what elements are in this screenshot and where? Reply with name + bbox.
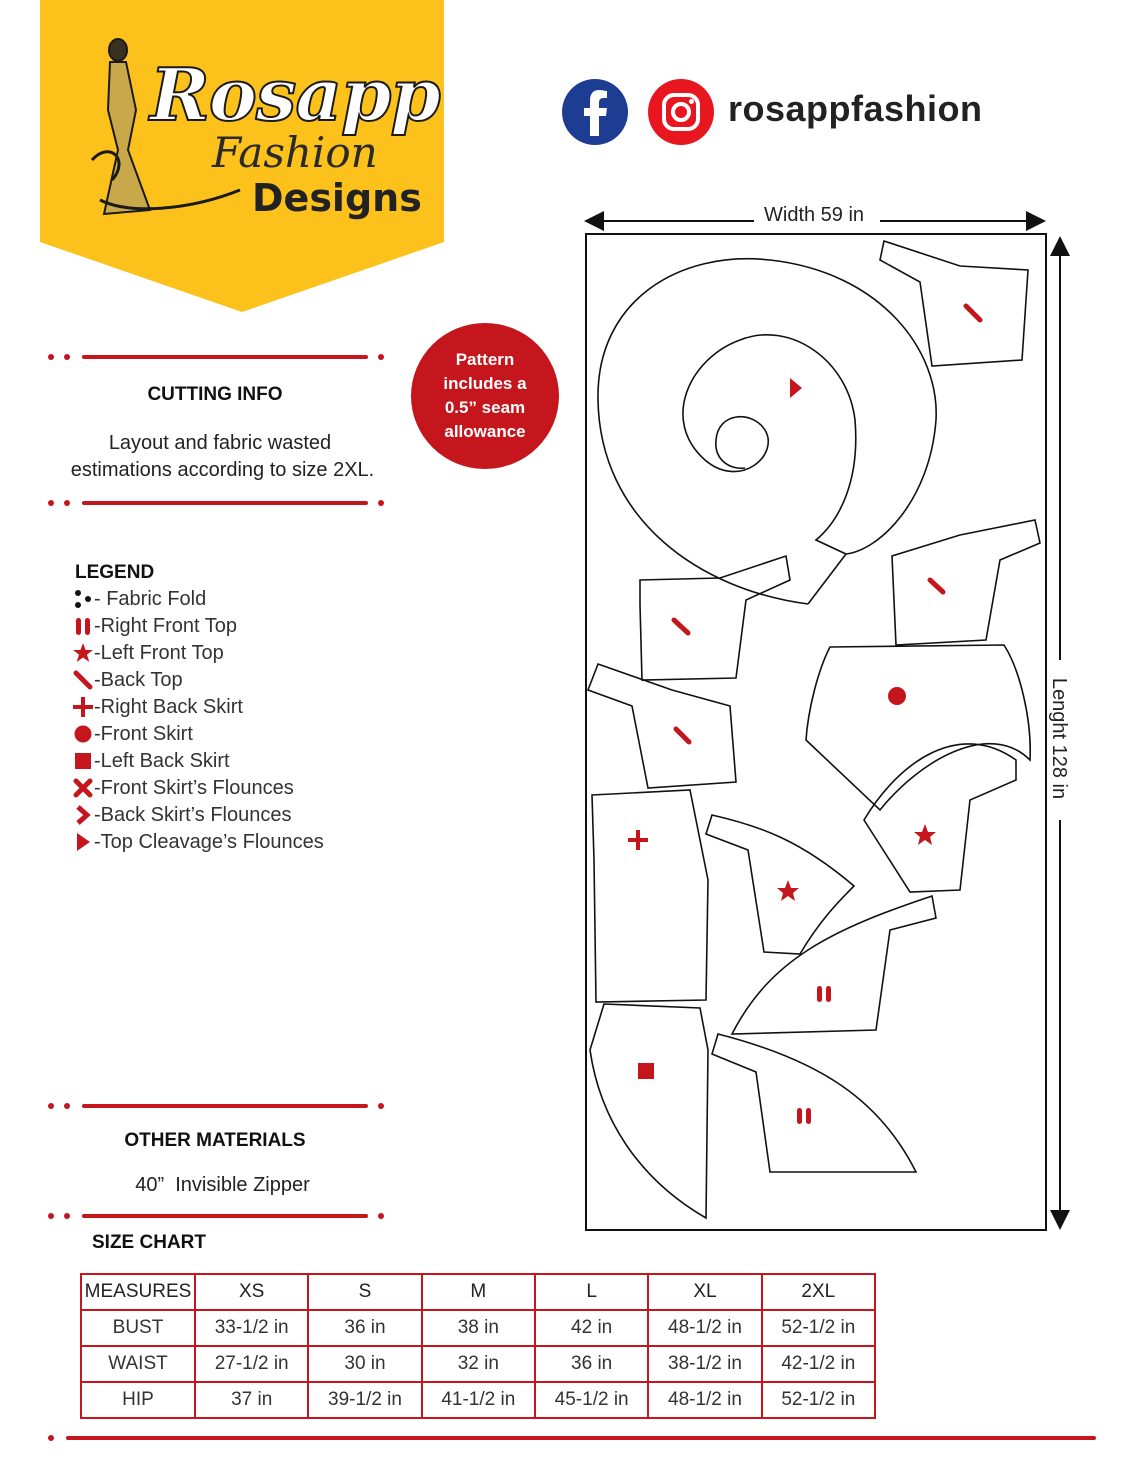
legend-label: -Back Skirt’s Flounces — [94, 803, 292, 826]
right-front-top-piece — [712, 1034, 916, 1172]
triangle-icon — [72, 831, 94, 853]
cutting-info-line1: Layout and fabric wasted — [108, 432, 332, 454]
table-header-cell: XL — [648, 1274, 761, 1310]
legend-label: -Right Back Skirt — [94, 695, 243, 718]
badge-line: Pattern — [455, 350, 515, 369]
back-top-piece — [640, 556, 790, 680]
fabric-fold-icon — [72, 588, 94, 610]
table-header-cell: M — [422, 1274, 535, 1310]
facebook-icon[interactable] — [561, 78, 629, 146]
other-materials-title: OTHER MATERIALS — [124, 1130, 306, 1151]
double-bar-icon — [797, 1108, 811, 1124]
table-row — [81, 1310, 875, 1346]
legend-item — [72, 775, 294, 801]
divider — [40, 350, 390, 364]
size-chart-title: SIZE CHART — [92, 1232, 206, 1253]
front-skirt-piece — [806, 645, 1030, 810]
back-top-piece — [880, 241, 1028, 366]
circle-icon — [888, 687, 906, 705]
star-icon — [72, 642, 94, 664]
legend-label: -Left Front Top — [94, 641, 224, 664]
square-icon — [72, 750, 94, 772]
table-cell: 36 in — [535, 1346, 648, 1382]
table-cell: 30 in — [308, 1346, 421, 1382]
badge-line: includes a — [443, 374, 527, 393]
table-header-row — [81, 1274, 875, 1310]
table-header-cell: S — [308, 1274, 421, 1310]
table-cell: 32 in — [422, 1346, 535, 1382]
triangle-icon — [790, 378, 802, 398]
double-bar-icon — [817, 986, 831, 1002]
table-header-cell: MEASURES — [81, 1274, 195, 1310]
pattern-layout-diagram — [580, 200, 1080, 1240]
slash-icon — [72, 669, 94, 691]
cutting-info-line2: estimations according to size 2XL. — [70, 459, 375, 481]
size-chart-table — [80, 1273, 876, 1419]
divider — [40, 1209, 390, 1223]
star-icon — [777, 880, 799, 901]
legend-label: - Fabric Fold — [94, 587, 207, 610]
table-header-cell: 2XL — [762, 1274, 875, 1310]
table-cell: 48-1/2 in — [648, 1310, 761, 1346]
table-cell: 41-1/2 in — [422, 1382, 535, 1418]
double-bar-icon — [72, 615, 94, 637]
table-cell: 39-1/2 in — [308, 1382, 421, 1418]
width-label: Width 59 in — [758, 204, 870, 227]
table-cell: 36 in — [308, 1310, 421, 1346]
legend-item — [72, 586, 206, 612]
table-row — [81, 1382, 875, 1418]
x-icon — [72, 777, 94, 799]
star-icon — [914, 824, 936, 845]
table-cell: 45-1/2 in — [535, 1382, 648, 1418]
legend-item — [72, 748, 230, 774]
legend-item — [72, 829, 324, 855]
plus-icon — [628, 830, 648, 850]
slash-icon — [676, 729, 689, 742]
table-cell: 37 in — [195, 1382, 308, 1418]
legend-title: LEGEND — [75, 562, 155, 583]
legend-item — [72, 667, 183, 693]
left-back-skirt-piece — [590, 1004, 708, 1218]
table-cell: HIP — [81, 1382, 195, 1418]
table-cell: 52-1/2 in — [762, 1382, 875, 1418]
pattern-pieces — [588, 241, 1040, 1218]
footer-divider — [40, 1431, 1100, 1445]
legend-label: -Left Back Skirt — [94, 749, 230, 772]
plus-icon — [72, 696, 94, 718]
social-handle[interactable]: rosappfashion — [728, 88, 983, 129]
brand-designs: Designs — [252, 176, 422, 220]
slash-icon — [930, 580, 943, 592]
table-cell: 27-1/2 in — [195, 1346, 308, 1382]
table-cell: 33-1/2 in — [195, 1310, 308, 1346]
slash-icon — [966, 306, 980, 320]
back-top-piece — [892, 520, 1040, 645]
legend-item — [72, 721, 193, 747]
legend-item — [72, 613, 237, 639]
badge-line: 0.5” seam — [444, 398, 526, 417]
seam-allowance-badge — [411, 323, 559, 469]
table-cell: 38-1/2 in — [648, 1346, 761, 1382]
cutting-info-title: CUTTING INFO — [147, 384, 283, 405]
left-front-top-piece — [706, 815, 854, 954]
table-cell: 48-1/2 in — [648, 1382, 761, 1418]
table-cell: 42 in — [535, 1310, 648, 1346]
right-front-top-piece — [732, 896, 936, 1034]
instagram-icon[interactable] — [647, 78, 715, 146]
slash-icon — [674, 620, 688, 633]
other-materials-item: 40” Invisible Zipper — [135, 1174, 310, 1196]
fabric-outline — [586, 234, 1046, 1230]
legend-item — [72, 640, 224, 666]
legend-label: -Front Skirt’s Flounces — [94, 776, 294, 799]
table-cell: 38 in — [422, 1310, 535, 1346]
right-back-skirt-piece — [592, 790, 708, 1002]
legend-label: -Top Cleavage’s Flounces — [94, 830, 324, 853]
back-top-piece — [588, 664, 736, 788]
square-icon — [638, 1063, 654, 1079]
table-cell: BUST — [81, 1310, 195, 1346]
legend-item — [72, 694, 243, 720]
table-header-cell: XS — [195, 1274, 308, 1310]
brand-subtitle: Fashion — [212, 128, 378, 177]
divider — [40, 496, 390, 510]
brand-name: Rosapp — [150, 52, 440, 137]
chevron-icon — [72, 804, 94, 826]
table-header-cell: L — [535, 1274, 648, 1310]
table-row — [81, 1346, 875, 1382]
badge-line: allowance — [444, 422, 526, 441]
spiral-flounce-piece — [598, 259, 936, 604]
pattern-symbols — [628, 306, 980, 1124]
length-label: Lenght 128 in — [1047, 672, 1070, 805]
legend-item — [72, 802, 291, 828]
circle-icon — [72, 723, 94, 745]
table-cell: WAIST — [81, 1346, 195, 1382]
table-cell: 42-1/2 in — [762, 1346, 875, 1382]
divider — [40, 1099, 390, 1113]
legend-label: -Right Front Top — [94, 614, 238, 637]
table-cell: 52-1/2 in — [762, 1310, 875, 1346]
legend-label: -Back Top — [94, 668, 183, 691]
left-front-top-piece — [864, 744, 1016, 892]
spiral-flounce-edge — [808, 554, 846, 604]
legend-label: -Front Skirt — [94, 722, 193, 745]
